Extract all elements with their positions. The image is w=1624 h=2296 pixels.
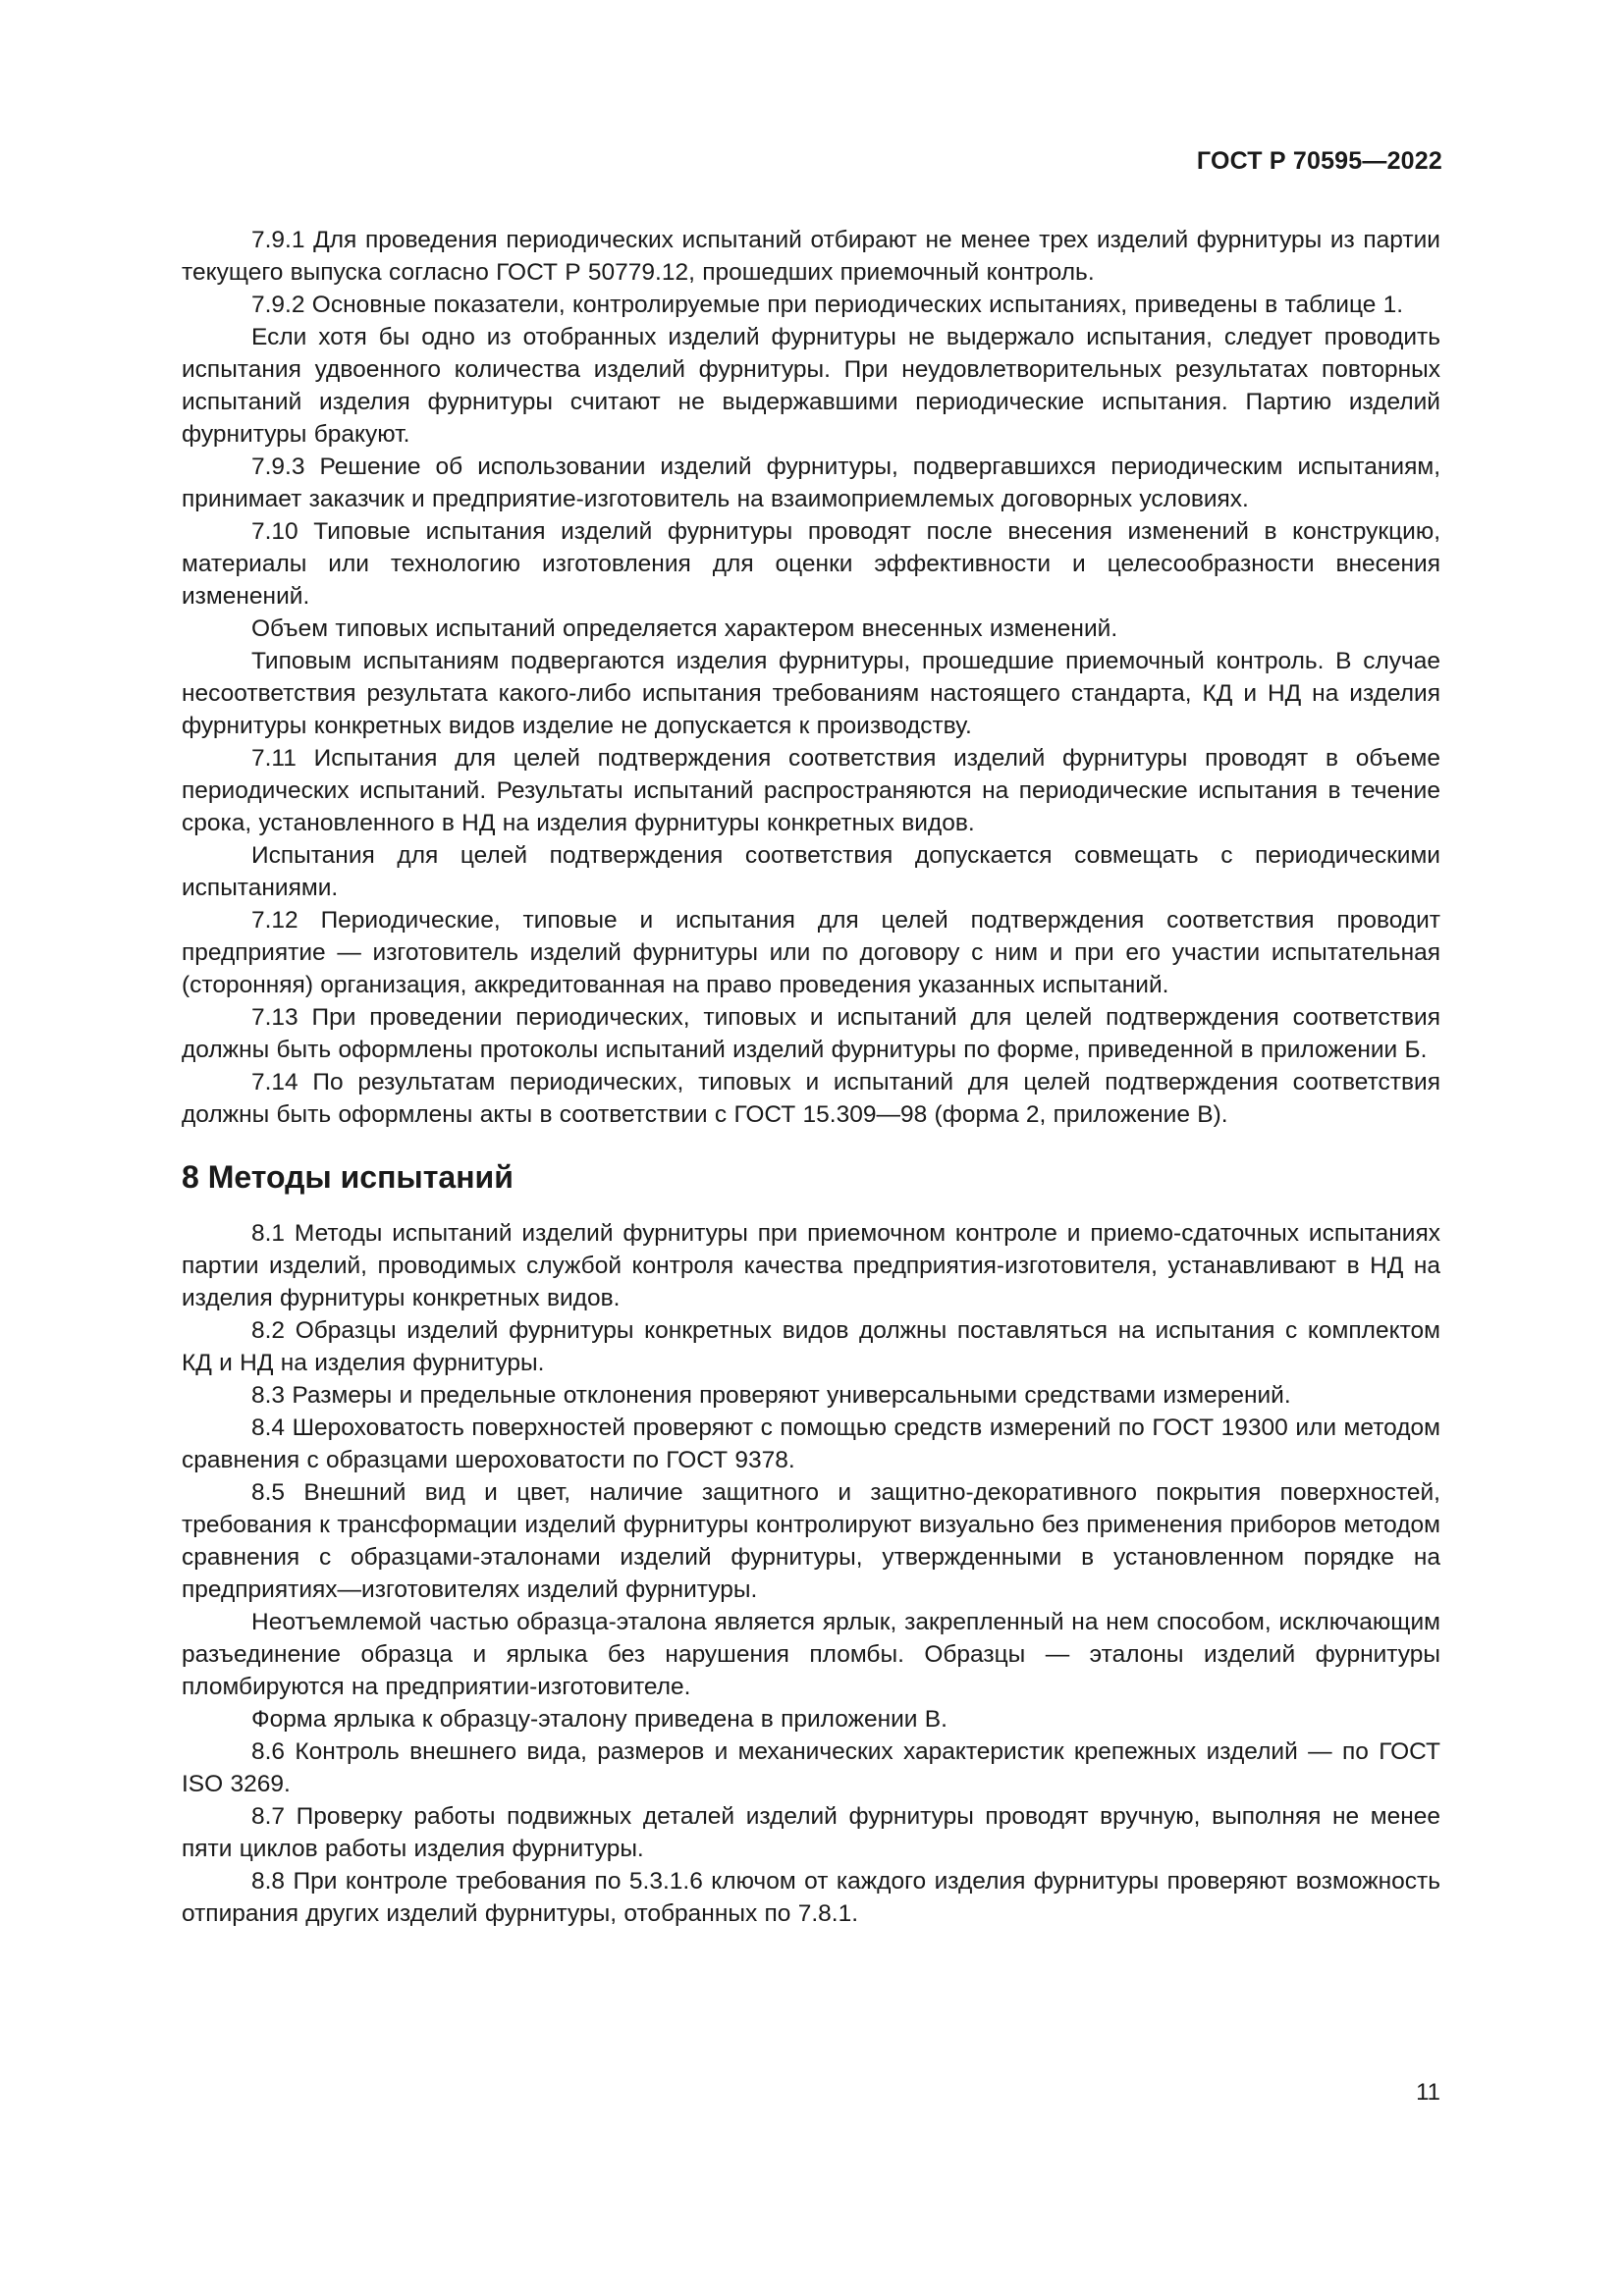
paragraph-7-10: 7.10 Типовые испытания изделий фурнитуры проводят после внесения изменений в конструкцию, материалы или технологию изготовления для оценки эффективности и целесообразности внесения изменений.	[182, 518, 1440, 610]
paragraph-8-6: 8.6 Контроль внешнего вида, размеров и механических характеристик крепежных изделий — по ГОСТ ISO 3269.	[182, 1738, 1440, 1797]
paragraph-8-2: 8.2 Образцы изделий фурнитуры конкретных видов должны поставляться на испытания с комплектом КД и НД на изделия фурнитуры.	[182, 1317, 1440, 1376]
paragraph-7-11-combine: Испытания для целей подтверждения соответствия допускается совмещать с периодическими испытаниями.	[182, 842, 1440, 901]
document-body	[182, 224, 1440, 1930]
paragraph-7-14: 7.14 По результатам периодических, типовых и испытаний для целей подтверждения соответствия должны быть оформлены акты в соответствии с ГОСТ 15.309—98 (форма 2, приложение В).	[182, 1069, 1440, 1128]
paragraph-7-13: 7.13 При проведении периодических, типовых и испытаний для целей подтверждения соответствия должны быть оформлены протоколы испытаний изделий фурнитуры по форме, приведенной в приложении Б.	[182, 1004, 1440, 1063]
section-heading-8: 8 Методы испытаний	[182, 1159, 514, 1195]
paragraph-8-5-label-form: Форма ярлыка к образцу-эталону приведена в приложении В.	[251, 1706, 947, 1733]
paragraph-7-11: 7.11 Испытания для целей подтверждения соответствия изделий фурнитуры проводят в объеме периодических испытаний. Результаты испытаний распространяются на периодические испытания в течение срока, установленного в НД на изделия фурнитуры конкретных видов.	[182, 745, 1440, 836]
paragraph-8-7: 8.7 Проверку работы подвижных деталей изделий фурнитуры проводят вручную, выполняя не менее пяти циклов работы изделия фурнитуры.	[182, 1803, 1440, 1862]
paragraph-8-5: 8.5 Внешний вид и цвет, наличие защитного и защитно-декоративного покрытия поверхностей, требования к трансформации изделий фурнитуры контролируют визуально без применения приборов методом сравнения с образцами-эталонами изделий фурнитуры, утвержденными в установленном порядке на предприятиях—изготовителях изделий фурнитуры.	[182, 1479, 1440, 1603]
paragraph-8-3: 8.3 Размеры и предельные отклонения проверяют универсальными средствами измерений.	[251, 1382, 1291, 1409]
paragraph-7-12: 7.12 Периодические, типовые и испытания для целей подтверждения соответствия проводит предприятие — изготовитель изделий фурнитуры или по договору с ним и при его участии испытательная (сторонняя) организация, аккредитованная на право проведения указанных испытаний.	[182, 907, 1440, 998]
document-code-header: ГОСТ Р 70595—2022	[1196, 147, 1442, 175]
paragraph-7-9-1: 7.9.1 Для проведения периодических испытаний отбирают не менее трех изделий фурнитуры из партии текущего выпуска согласно ГОСТ Р 50779.12, прошедших приемочный контроль.	[182, 227, 1440, 286]
paragraph-8-5-label: Неотъемлемой частью образца-эталона является ярлык, закрепленный на нем способом, исключающим разъединение образца и ярлыка без нарушения пломбы. Образцы — эталоны изделий фурнитуры пломбируются на предприятии-изготовителе.	[182, 1609, 1440, 1700]
paragraph-8-4: 8.4 Шероховатость поверхностей проверяют с помощью средств измерений по ГОСТ 19300 или методом сравнения с образцами шероховатости по ГОСТ 9378.	[182, 1415, 1440, 1473]
paragraph-7-10-scope: Объем типовых испытаний определяется характером внесенных изменений.	[251, 615, 1118, 642]
paragraph-7-10-type-tests: Типовым испытаниям подвергаются изделия фурнитуры, прошедшие приемочный контроль. В случае несоответствия результата какого-либо испытания требованиям настоящего стандарта, КД и НД на изделия фурнитуры конкретных видов изделие не допускается к производству.	[182, 648, 1440, 739]
paragraph-7-9-2-retest: Если хотя бы одно из отобранных изделий фурнитуры не выдержало испытания, следует проводить испытания удвоенного количества изделий фурнитуры. При неудовлетворительных результатах повторных испытаний изделия фурнитуры считают не выдержавшими периодические испытания. Партию изделий фурнитуры бракуют.	[182, 324, 1440, 448]
paragraph-8-8: 8.8 При контроле требования по 5.3.1.6 ключом от каждого изделия фурнитуры проверяют возможность отпирания других изделий фурнитуры, отобранных по 7.8.1.	[182, 1868, 1440, 1927]
paragraph-7-9-3: 7.9.3 Решение об использовании изделий фурнитуры, подвергавшихся периодическим испытаниям, принимает заказчик и предприятие-изготовитель на взаимоприемлемых договорных условиях.	[182, 454, 1440, 512]
page-number: 11	[1416, 2079, 1440, 2106]
paragraph-7-9-2: 7.9.2 Основные показатели, контролируемые при периодических испытаниях, приведены в таблице 1.	[251, 292, 1404, 318]
paragraph-8-1: 8.1 Методы испытаний изделий фурнитуры при приемочном контроле и приемо-сдаточных испытаниях партии изделий, проводимых службой контроля качества предприятия-изготовителя, устанавливают в НД на изделия фурнитуры конкретных видов.	[182, 1220, 1440, 1311]
